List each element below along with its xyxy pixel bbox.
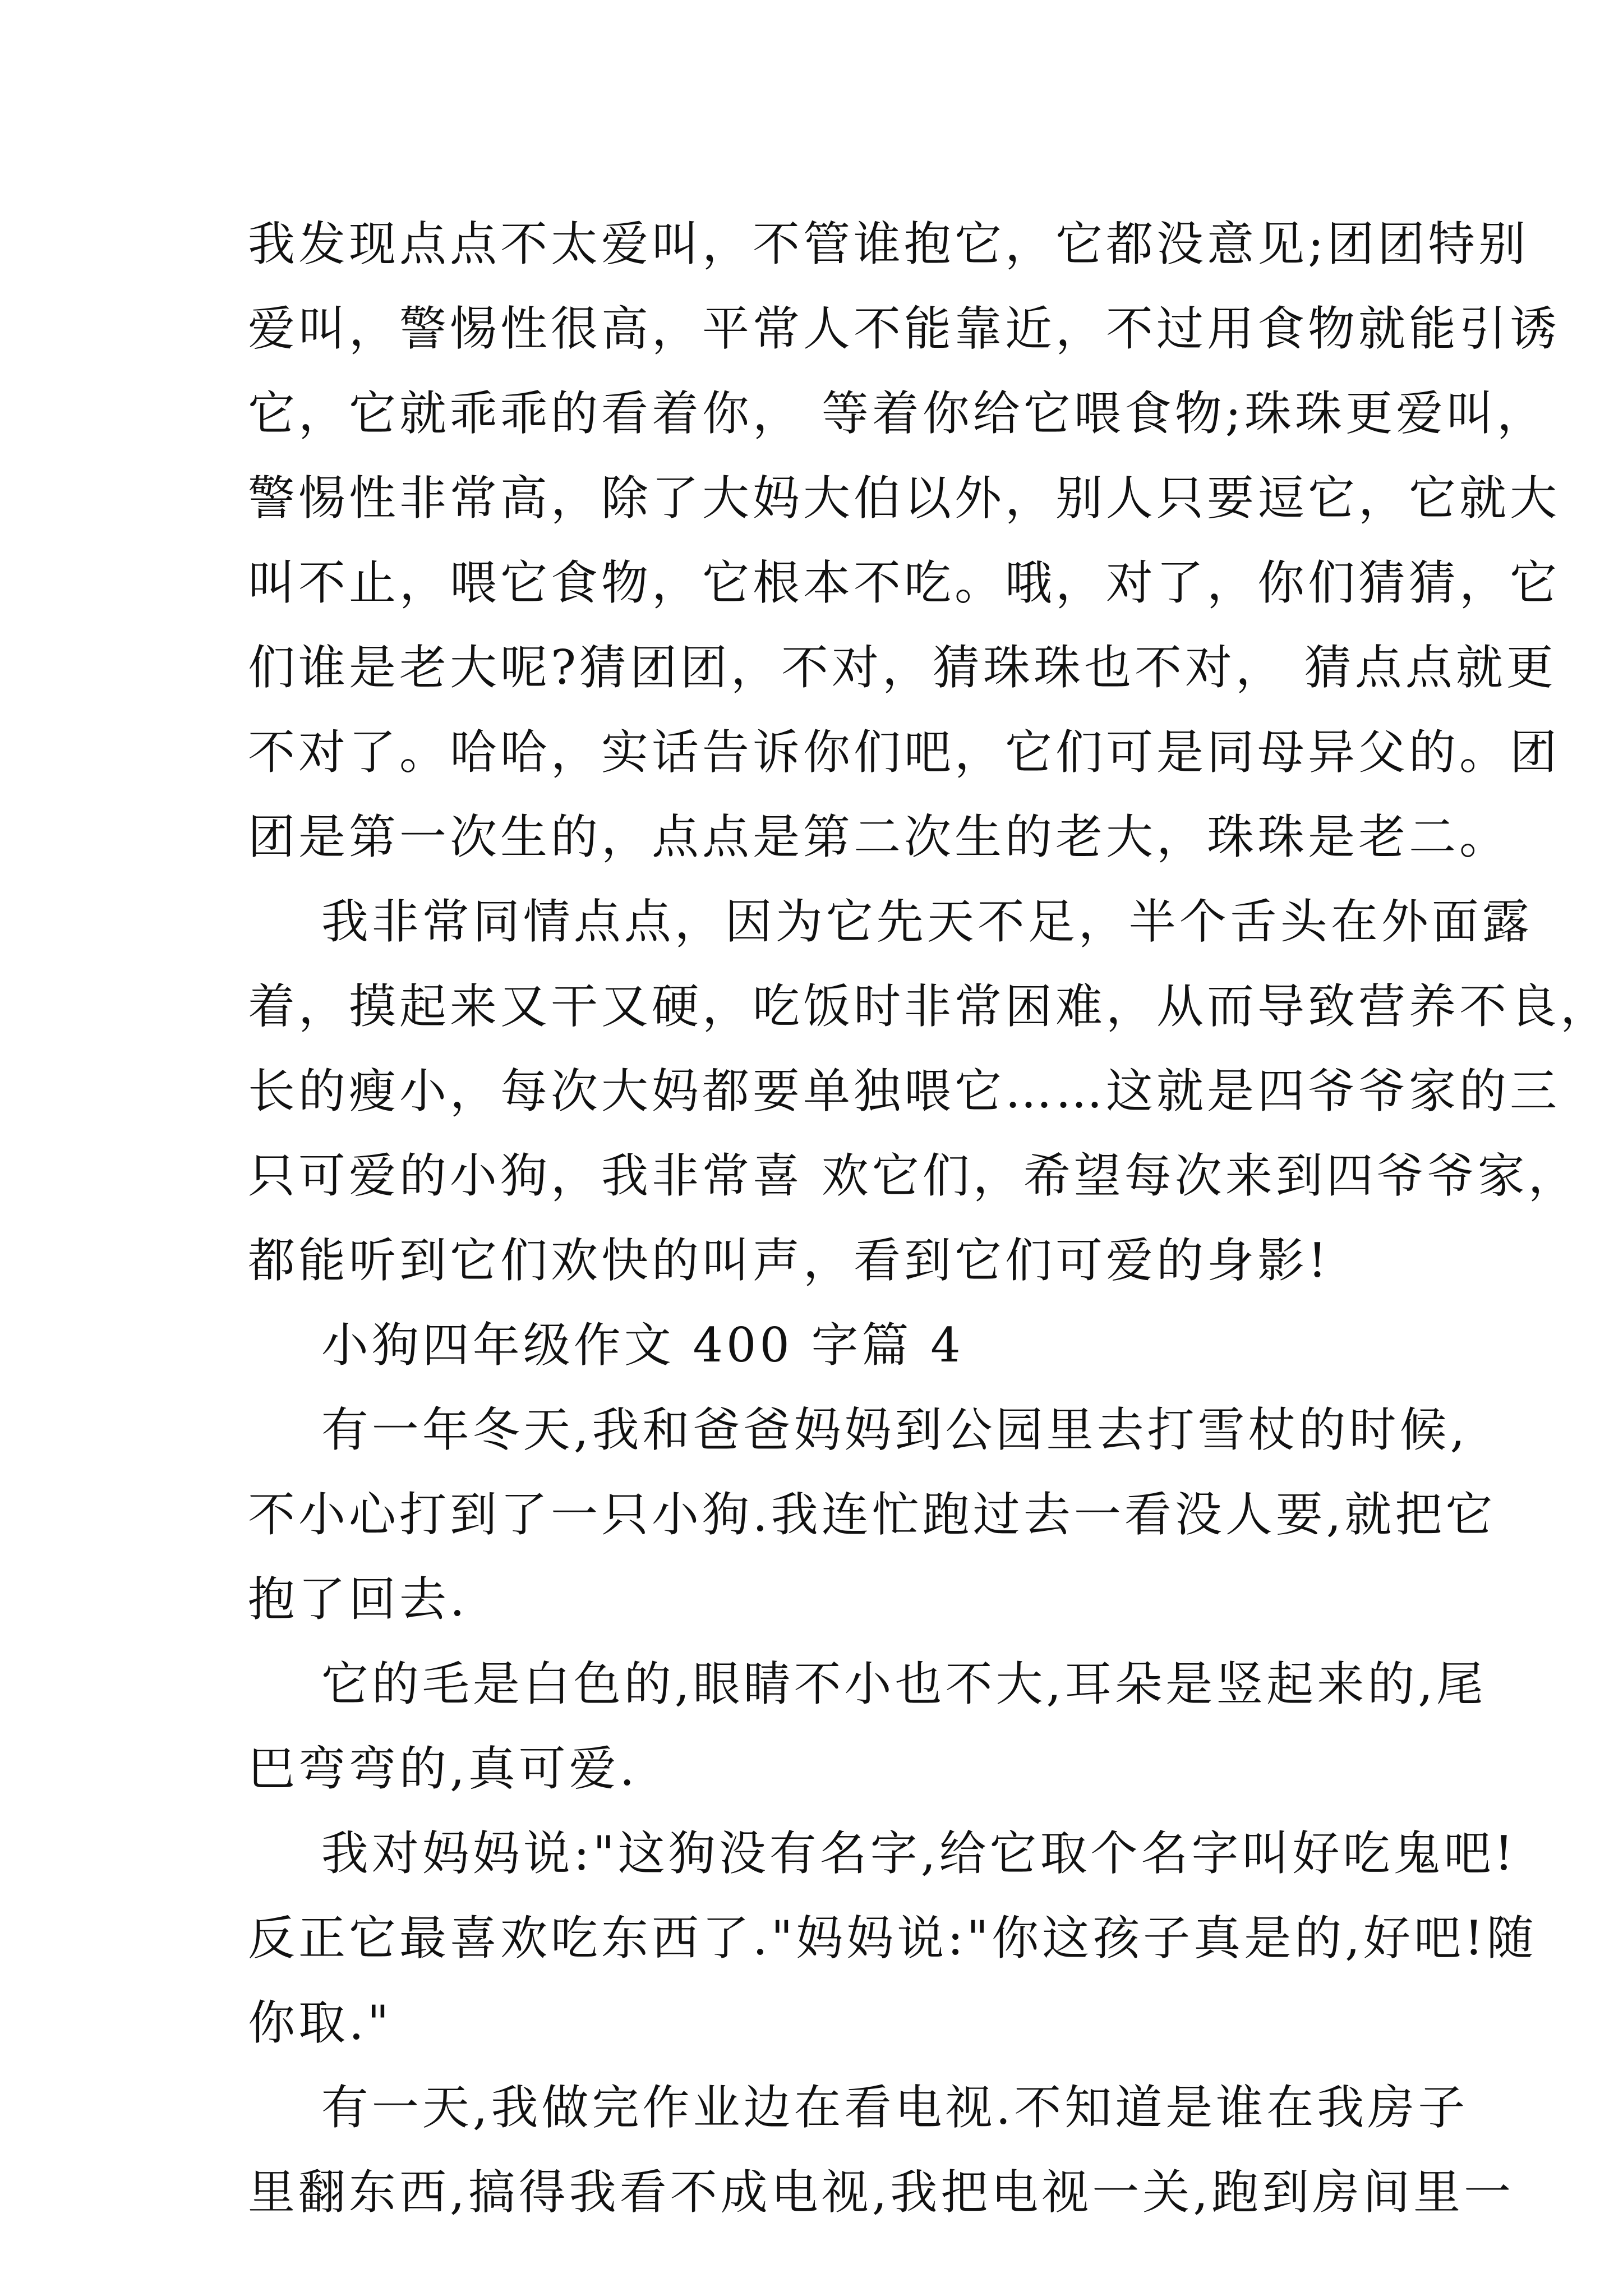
text-line: 反正它最喜欢吃东西了."妈妈说:"你这孩子真是的,好吧!随 [248,1911,1537,1966]
text-line: 叫不止，喂它食物，它根本不吃。哦，对了，你们猜猜，它 [248,555,1561,610]
text-line: 里翻东西,搞得我看不成电视,我把电视一关,跑到房间里一 [248,2165,1515,2220]
text-line: 我非常同情点点，因为它先天不足，半个舌头在外面露 [248,894,1533,949]
text-line: 你取." [248,1995,393,2050]
text-line: 巴弯弯的,真可爱. [248,1741,638,1796]
text-line: 着，摸起来又干又硬，吃饭时非常困难，从而导致营养不良， [248,979,1611,1034]
text-line: 不小心打到了一只小狗.我连忙跑过去一看没人要,就把它 [248,1487,1496,1542]
text-line: 抱了回去. [248,1572,468,1627]
text-line: 只可爱的小狗，我非常喜 欢它们，希望每次来到四爷爷家， [248,1148,1579,1203]
text-line: 们谁是老大呢?猜团团，不对，猜珠珠也不对， 猜点点就更 [248,640,1557,695]
body-text [248,202,1611,2235]
text-line: 它的毛是白色的,眼睛不小也不大,耳朵是竖起来的,尾 [248,1657,1487,1711]
text-line: 我发现点点不太爱叫，不管谁抱它，它都没意见;团团特别 [248,217,1529,272]
section-heading: 小狗四年级作文 400 字篇 4 [248,1318,964,1373]
text-line: 它，它就乖乖的看着你， 等着你给它喂食物;珠珠更爱叫， [248,386,1548,441]
text-line: 都能听到它们欢快的叫声，看到它们可爱的身影! [248,1233,1330,1288]
text-line: 爱叫，警惕性很高，平常人不能靠近，不过用食物就能引诱 [248,301,1561,356]
text-line: 有一天,我做完作业边在看电视.不知道是谁在我房子 [248,2080,1469,2135]
text-line: 不对了。哈哈，实话告诉你们吧，它们可是同母异父的。团 [248,725,1561,780]
text-line: 团是第一次生的，点点是第二次生的老大，珠珠是老二。 [248,809,1510,864]
text-line: 警惕性非常高，除了大妈大伯以外，别人只要逗它，它就大 [248,471,1561,526]
text-line: 有一年冬天,我和爸爸妈妈到公园里去打雪杖的时候, [248,1402,1469,1457]
text-line: 长的瘦小，每次大妈都要单独喂它……这就是四爷爷家的三 [248,1064,1561,1119]
text-line: 我对妈妈说:"这狗没有名字,给它取个名字叫好吃鬼吧! [248,1826,1517,1881]
